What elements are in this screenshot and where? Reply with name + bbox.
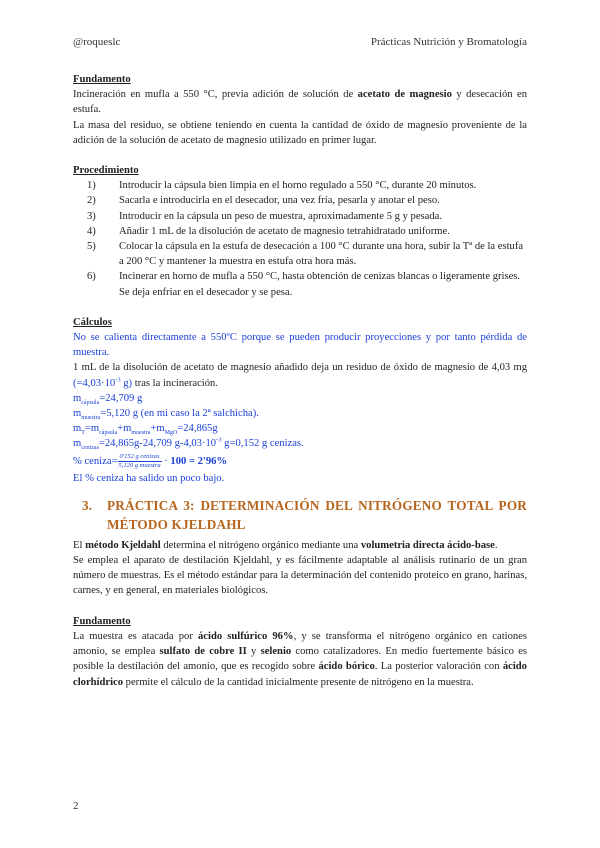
section-3-paragraph-2: Se emplea el aparato de destilación Kjeldahl, y es fácilmente adaptable al análisis rutinario de un gran número de muestras. Es el método estándar para la determinación del contenido proteico en grano, harinas, carnes, y en general, en materiales biológicos.	[73, 555, 527, 597]
page-content	[73, 72, 527, 690]
calculos-note: No se calienta directamente a 550ºC porque se pueden producir proyecciones y por tanto pérdida de muestra.	[73, 332, 527, 359]
header-author: @roqueslc	[73, 36, 121, 48]
section-3-intro: El método Kjeldahl determina el nitrógeno orgánico mediante una volumetria directa ácido-base.	[73, 539, 498, 551]
section-3-title: 3. PRÁCTICA 3: DETERMINACIÓN DEL NITRÓGENO TOTAL POR MÉTODO KJELDAHL	[82, 497, 527, 532]
calculos-heading: Cálculos	[73, 316, 112, 328]
acetato-term: acetato de magnesio	[357, 89, 452, 101]
page-number: 2	[73, 800, 79, 812]
fundamento-paragraph-1: Incineración en mufla a 550 °C, previa adición de solución de acetato de magnesio y desecación en estufa.	[73, 89, 527, 116]
procedure-step: 4) Añadir 1 mL de la disolución de acetato de magnesio tetrahidratado uniforme.	[87, 225, 450, 237]
fundamento-heading: Fundamento	[73, 74, 131, 85]
fundamento-paragraph-2: La masa del residuo, se obtiene teniendo en cuenta la cantidad de óxido de magnesio proveniente de la adición de la solución de acetato de magnesio utilizado en primer lugar.	[73, 119, 527, 146]
calc-line-percent: % ceniza= $\frac{\text{0'152 g cenizas}}{\text{5,120 g muestra}}$ · 100 = 2'96%	[73, 452, 228, 469]
procedure-step: 1) Introducir la cápsula bien limpia en el horno regulado a 550 °C, durante 20 minutos.	[87, 180, 477, 192]
procedimiento-heading: Procedimiento	[73, 165, 139, 177]
procedure-list	[73, 178, 527, 300]
procedure-step: 2) Sacarla e introducirla en el desecador, una vez fría, pesarla y anotar el peso.	[87, 195, 440, 207]
residue-paragraph: 1 mL de la disolución de acetato de magnesio añadido deja un residuo de óxido de magnesio de 4,03 mg ($=4,03\cdot 10^{-3}$ g) tras la incineración.	[73, 362, 527, 389]
calc-line-total: $m_T=m_{cápsula}+m_{muestra}+m_{MgO}=24,865g$	[73, 423, 218, 437]
calc-conclusion: El % ceniza ha salido un poco bajo.	[73, 472, 225, 484]
ash-fraction: $\frac{\text{0'152 g cenizas}}{\text{5,120 g muestra}}$	[118, 452, 161, 469]
header-title: Prácticas Nutrición y Bromatología	[370, 36, 527, 48]
calc-line-muestra: $m_{muestra}=5,120$ g (en mi caso la 2ª salchicha).	[73, 408, 259, 422]
calc-line-capsula: $m_{cápsula}=24,709$ g	[73, 392, 143, 406]
fundamento-2-heading: Fundamento	[73, 615, 131, 627]
procedure-step: 5) Colocar la cápsula en la estufa de desecación a 100 °C durante una hora, subir la Tª de la estufa a 200 °C y mantener la muestra en estufa otra hora más.	[87, 241, 524, 268]
procedure-step: 3) Introducir en la cápsula un peso de muestra, aproximadamente 5 g y pesada.	[87, 210, 442, 222]
fundamento-2-paragraph: La muestra es atacada por ácido sulfúrico 96%, y se transforma el nitrógeno orgánico en cationes amonio, se emplea sulfato de cobre II y selenio como catalizadores. En medio fuertemente básico es posible la destilación del amonio, que es recogido sobre ácido bórico. La posterior valoración con ácido clorhídrico permite el cálculo de la cantidad inicialmente presente de nitrógeno en la muestra.	[73, 630, 528, 688]
calc-line-cenizas: $m_{cenizas}=24,865g-24,709$ $g-4,03\cdot 10^{-3}$ g=0,152 g cenizas.	[73, 436, 304, 452]
procedure-step: 6) Incinerar en horno de mufla a 550 °C, hasta obtención de cenizas blancas o ligeramente grises. Se deja enfriar en el desecador y se pesa.	[87, 271, 521, 298]
